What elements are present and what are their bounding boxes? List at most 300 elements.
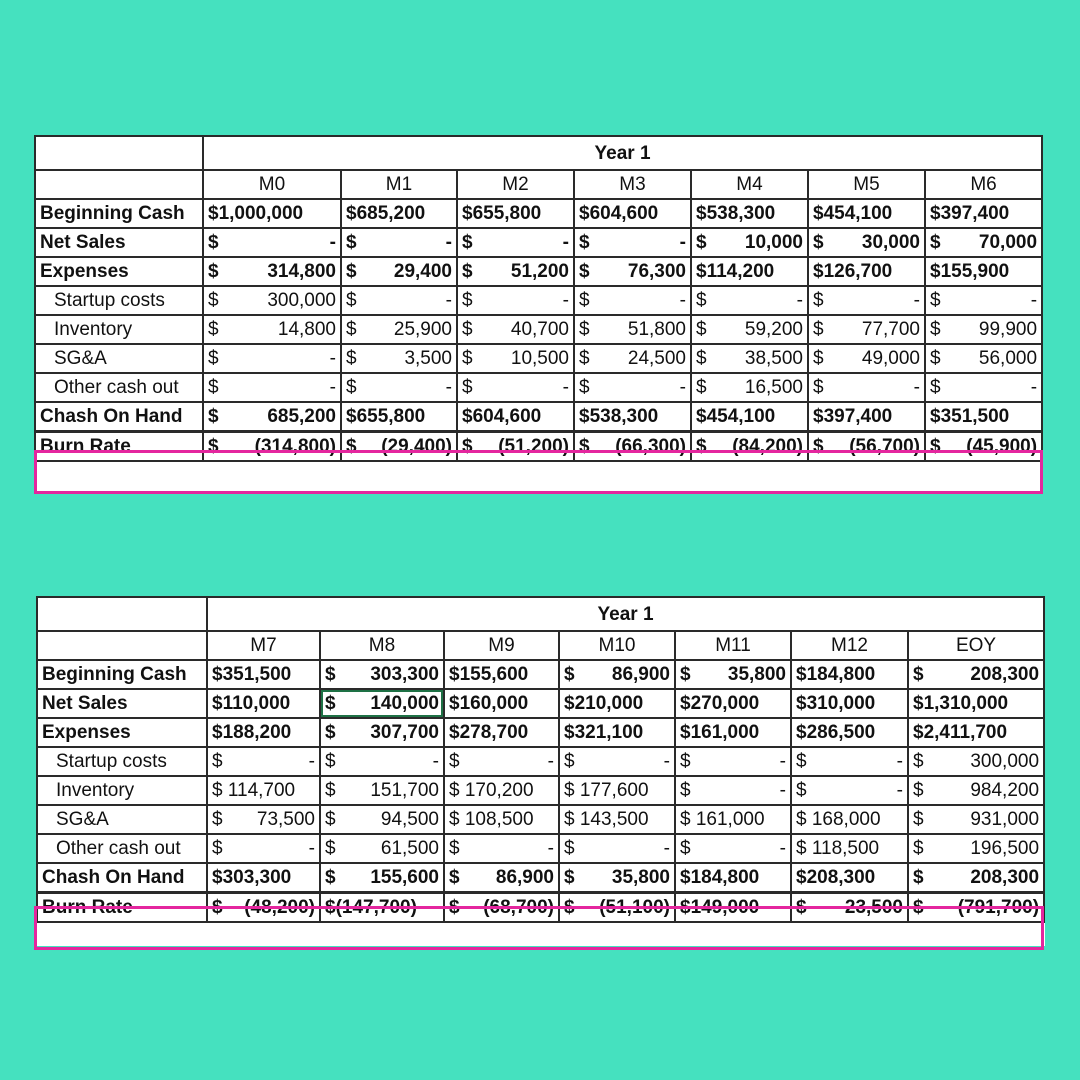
value-cell[interactable]: [559, 660, 675, 689]
corner-cell[interactable]: [37, 597, 207, 631]
value-cell[interactable]: [791, 689, 908, 718]
value-cell[interactable]: [925, 373, 1042, 402]
cell-left-text: $: [913, 867, 924, 888]
cell-amount: 40,700: [510, 319, 569, 340]
selected-value-cell[interactable]: [320, 689, 444, 718]
cell-amount: -: [1030, 290, 1038, 311]
value-cell[interactable]: [457, 257, 574, 286]
row-label[interactable]: SG&A: [35, 344, 203, 373]
cell-left-text: $: [579, 348, 590, 369]
cell-amount: -: [896, 780, 903, 801]
cell-left-text: $: [680, 664, 691, 685]
value-cell[interactable]: [908, 863, 1044, 893]
month-header-m11[interactable]: M11: [675, 631, 791, 660]
cell-left-text: $538,300: [696, 203, 776, 224]
value-cell[interactable]: [908, 776, 1044, 805]
row-inventory: [35, 315, 1042, 344]
value-cell[interactable]: [574, 344, 691, 373]
value-cell[interactable]: [574, 315, 691, 344]
month-header-m0[interactable]: M0: [203, 170, 341, 199]
cell-left-text: $: [462, 319, 473, 340]
value-cell[interactable]: [925, 199, 1042, 228]
value-cell[interactable]: [908, 660, 1044, 689]
value-cell[interactable]: [925, 402, 1042, 432]
cell-left-text: $: [346, 319, 357, 340]
cell-amount: -: [308, 751, 315, 772]
value-cell[interactable]: [320, 660, 444, 689]
value-cell[interactable]: [908, 718, 1044, 747]
value-cell[interactable]: [808, 344, 925, 373]
cell-left-text: $ 168,000: [796, 809, 881, 830]
cell-amount: -: [913, 377, 920, 398]
value-cell[interactable]: [207, 689, 320, 718]
cell-left-text: $(147,700): [325, 897, 417, 918]
value-cell[interactable]: [320, 776, 444, 805]
row-label[interactable]: Other cash out: [37, 834, 207, 863]
row-label[interactable]: Inventory: [37, 776, 207, 805]
value-cell[interactable]: [908, 893, 1044, 923]
cell-amount: -: [679, 232, 686, 253]
month-header-m5[interactable]: M5: [808, 170, 925, 199]
cell-left-text: $278,700: [449, 722, 529, 743]
value-cell[interactable]: [320, 834, 444, 863]
cell-left-text: $ 118,500: [796, 838, 880, 859]
year-header[interactable]: Year 1: [207, 597, 1044, 631]
cell-amount: 49,000: [861, 348, 920, 369]
cell-left-text: $210,000: [564, 693, 644, 714]
cell-left-text: $: [913, 838, 924, 859]
value-cell[interactable]: [791, 660, 908, 689]
cell-left-text: $: [208, 319, 219, 340]
cell-amount: 303,300: [370, 664, 439, 685]
cell-amount: (791,700): [957, 897, 1040, 918]
value-cell[interactable]: [457, 228, 574, 257]
value-cell[interactable]: [320, 718, 444, 747]
value-cell[interactable]: [791, 776, 908, 805]
cell-amount: 70,000: [978, 232, 1038, 253]
cell-amount: -: [913, 290, 920, 311]
cell-amount: 51,800: [627, 319, 686, 340]
cell-left-text: $: [913, 780, 924, 801]
value-cell[interactable]: [203, 228, 341, 257]
cell-left-text: $126,700: [813, 261, 893, 282]
cell-left-text: $188,200: [212, 722, 292, 743]
row-net-sales: [35, 228, 1042, 257]
cell-amount: 25,900: [393, 319, 452, 340]
month-header-m6[interactable]: M6: [925, 170, 1042, 199]
cell-left-text: $: [696, 377, 707, 398]
cell-amount: -: [779, 751, 786, 772]
month-header-m8[interactable]: M8: [320, 631, 444, 660]
cell-left-text: $: [680, 838, 691, 859]
value-cell[interactable]: [675, 834, 791, 863]
cell-amount: 76,300: [627, 261, 686, 282]
value-cell[interactable]: [691, 228, 808, 257]
cell-left-text: $ 143,500: [564, 809, 649, 830]
value-cell[interactable]: [320, 863, 444, 893]
value-cell[interactable]: [341, 432, 457, 462]
cell-left-text: $: [462, 290, 473, 311]
value-cell[interactable]: [808, 286, 925, 315]
value-cell[interactable]: [341, 344, 457, 373]
cell-left-text: $: [212, 751, 223, 772]
row-chash-on-hand: [35, 402, 1042, 432]
value-cell[interactable]: [203, 432, 341, 462]
cell-left-text: $ 161,000: [680, 809, 765, 830]
cell-left-text: $: [325, 867, 336, 888]
value-cell[interactable]: [791, 834, 908, 863]
cell-amount: 86,900: [611, 664, 670, 685]
value-cell[interactable]: [203, 286, 341, 315]
value-cell[interactable]: [207, 834, 320, 863]
month-header-m3[interactable]: M3: [574, 170, 691, 199]
value-cell[interactable]: [808, 402, 925, 432]
row-chash-on-hand: [37, 863, 1044, 893]
value-cell[interactable]: [444, 893, 559, 923]
value-cell[interactable]: [574, 286, 691, 315]
value-cell[interactable]: [559, 893, 675, 923]
row-label[interactable]: Inventory: [35, 315, 203, 344]
value-cell[interactable]: [207, 863, 320, 893]
row-label[interactable]: Other cash out: [35, 373, 203, 402]
cell-amount: -: [562, 377, 569, 398]
value-cell[interactable]: [908, 805, 1044, 834]
value-cell[interactable]: [341, 373, 457, 402]
cell-amount: 140,000: [370, 693, 439, 714]
cell-left-text: $ 170,200: [449, 780, 534, 801]
cell-left-text: $397,400: [930, 203, 1010, 224]
value-cell[interactable]: [444, 747, 559, 776]
value-cell[interactable]: [320, 747, 444, 776]
row-label[interactable]: Startup costs: [37, 747, 207, 776]
value-cell[interactable]: [675, 660, 791, 689]
value-cell[interactable]: [925, 315, 1042, 344]
row-startup-costs: [35, 286, 1042, 315]
cell-left-text: $: [462, 436, 473, 457]
cell-left-text: $: [208, 348, 219, 369]
value-cell[interactable]: [457, 432, 574, 462]
row-label[interactable]: Chash On Hand: [35, 402, 203, 432]
value-cell[interactable]: [691, 199, 808, 228]
cell-amount: -: [445, 377, 452, 398]
cell-amount: 23,500: [844, 897, 903, 918]
value-cell[interactable]: [574, 432, 691, 462]
cell-amount: 51,200: [510, 261, 569, 282]
cell-left-text: $397,400: [813, 406, 893, 427]
value-cell[interactable]: [207, 776, 320, 805]
cell-left-text: $: [212, 809, 223, 830]
value-cell[interactable]: [207, 718, 320, 747]
value-cell[interactable]: [808, 432, 925, 462]
value-cell[interactable]: [691, 315, 808, 344]
cell-left-text: $: [325, 693, 336, 714]
spreadsheet-grid: [34, 135, 1043, 462]
cell-amount: 10,500: [510, 348, 569, 369]
month-header-m9[interactable]: M9: [444, 631, 559, 660]
value-cell[interactable]: [574, 257, 691, 286]
cell-left-text: $: [913, 897, 924, 918]
value-cell[interactable]: [559, 834, 675, 863]
value-cell[interactable]: [444, 834, 559, 863]
value-cell[interactable]: [574, 199, 691, 228]
value-cell[interactable]: [457, 286, 574, 315]
month-header-m12[interactable]: M12: [791, 631, 908, 660]
value-cell[interactable]: [691, 257, 808, 286]
cell-left-text: $: [325, 722, 336, 743]
value-cell[interactable]: [791, 893, 908, 923]
cell-amount: -: [562, 232, 569, 253]
cell-left-text: $: [208, 232, 219, 253]
value-cell[interactable]: [207, 660, 320, 689]
blank-cell[interactable]: [37, 631, 207, 660]
cell-amount: 38,500: [744, 348, 803, 369]
value-cell[interactable]: [559, 776, 675, 805]
cell-amount: 155,600: [370, 867, 439, 888]
cell-left-text: $: [449, 867, 460, 888]
cell-left-text: $: [346, 436, 357, 457]
cell-left-text: $: [449, 897, 460, 918]
value-cell[interactable]: [207, 893, 320, 923]
month-header-eoy[interactable]: EOY: [908, 631, 1044, 660]
value-cell[interactable]: [675, 893, 791, 923]
value-cell[interactable]: [341, 286, 457, 315]
cell-left-text: $655,800: [462, 203, 542, 224]
value-cell[interactable]: [791, 805, 908, 834]
row-label[interactable]: Beginning Cash: [35, 199, 203, 228]
cell-amount: 99,900: [978, 319, 1038, 340]
value-cell[interactable]: [341, 315, 457, 344]
cell-amount: (29,400): [381, 436, 452, 457]
value-cell[interactable]: [925, 432, 1042, 462]
cell-amount: 300,000: [970, 751, 1040, 772]
value-cell[interactable]: [675, 863, 791, 893]
value-cell[interactable]: [444, 718, 559, 747]
value-cell[interactable]: [320, 893, 444, 923]
value-cell[interactable]: [675, 718, 791, 747]
value-cell[interactable]: [444, 805, 559, 834]
row-sg-a: [37, 805, 1044, 834]
cell-left-text: $: [680, 751, 691, 772]
cell-left-text: $655,800: [346, 406, 426, 427]
row-label[interactable]: Net Sales: [37, 689, 207, 718]
row-label[interactable]: Net Sales: [35, 228, 203, 257]
value-cell[interactable]: [808, 373, 925, 402]
cell-amount: 196,500: [970, 838, 1040, 859]
cell-left-text: $: [346, 348, 357, 369]
value-cell[interactable]: [574, 402, 691, 432]
cell-left-text: $: [913, 751, 924, 772]
cell-left-text: $: [449, 838, 460, 859]
cell-left-text: $454,100: [696, 406, 776, 427]
cell-left-text: $: [208, 406, 219, 427]
cell-amount: 208,300: [970, 867, 1040, 888]
cell-left-text: $: [579, 319, 590, 340]
value-cell[interactable]: [675, 747, 791, 776]
blank-cell[interactable]: [35, 170, 203, 199]
value-cell[interactable]: [203, 199, 341, 228]
value-cell[interactable]: [908, 834, 1044, 863]
value-cell[interactable]: [207, 747, 320, 776]
value-cell[interactable]: [203, 257, 341, 286]
row-sg-a: [35, 344, 1042, 373]
value-cell[interactable]: [203, 402, 341, 432]
cell-amount: -: [796, 290, 803, 311]
cell-left-text: $161,000: [680, 722, 760, 743]
value-cell[interactable]: [559, 805, 675, 834]
value-cell[interactable]: [457, 402, 574, 432]
row-label[interactable]: Chash On Hand: [37, 863, 207, 893]
cell-amount: -: [562, 290, 569, 311]
row-startup-costs: [37, 747, 1044, 776]
cell-left-text: $: [930, 436, 941, 457]
cell-left-text: $: [346, 377, 357, 398]
value-cell[interactable]: [341, 257, 457, 286]
value-cell[interactable]: [925, 344, 1042, 373]
cell-amount: (68,700): [483, 897, 554, 918]
cell-left-text: $: [930, 377, 941, 398]
row-label[interactable]: SG&A: [37, 805, 207, 834]
cell-amount: 94,500: [380, 809, 439, 830]
value-cell[interactable]: [808, 315, 925, 344]
cell-amount: -: [1030, 377, 1038, 398]
cell-amount: 56,000: [978, 348, 1038, 369]
cell-amount: 151,700: [370, 780, 439, 801]
value-cell[interactable]: [691, 373, 808, 402]
value-cell[interactable]: [791, 718, 908, 747]
value-cell[interactable]: [444, 776, 559, 805]
cell-left-text: $303,300: [212, 867, 292, 888]
value-cell[interactable]: [444, 863, 559, 893]
cell-left-text: $: [346, 232, 357, 253]
row-other-cash-out: [37, 834, 1044, 863]
value-cell[interactable]: [791, 747, 908, 776]
value-cell[interactable]: [457, 373, 574, 402]
value-cell[interactable]: [457, 344, 574, 373]
value-cell[interactable]: [341, 199, 457, 228]
cell-amount: 300,000: [267, 290, 336, 311]
cell-amount: 14,800: [277, 319, 336, 340]
value-cell[interactable]: [808, 199, 925, 228]
value-cell[interactable]: [791, 863, 908, 893]
cell-left-text: $: [813, 377, 824, 398]
value-cell[interactable]: [457, 199, 574, 228]
row-beginning-cash: [35, 199, 1042, 228]
row-label[interactable]: Expenses: [37, 718, 207, 747]
month-header-m7[interactable]: M7: [207, 631, 320, 660]
cell-left-text: $604,600: [462, 406, 542, 427]
row-label[interactable]: Burn Rate: [35, 432, 203, 462]
value-cell[interactable]: [457, 315, 574, 344]
value-cell[interactable]: [925, 228, 1042, 257]
value-cell[interactable]: [675, 776, 791, 805]
cell-left-text: $: [813, 436, 824, 457]
cell-left-text: $: [212, 897, 223, 918]
row-label[interactable]: Expenses: [35, 257, 203, 286]
cell-left-text: $: [564, 664, 575, 685]
value-cell[interactable]: [203, 344, 341, 373]
cell-left-text: $: [212, 838, 223, 859]
value-cell[interactable]: [444, 689, 559, 718]
value-cell[interactable]: [320, 805, 444, 834]
value-cell[interactable]: [574, 228, 691, 257]
value-cell[interactable]: [207, 805, 320, 834]
cell-left-text: $: [930, 348, 941, 369]
value-cell[interactable]: [559, 689, 675, 718]
value-cell[interactable]: [559, 747, 675, 776]
cell-amount: 931,000: [970, 809, 1040, 830]
cell-amount: -: [663, 751, 670, 772]
cell-amount: -: [663, 838, 670, 859]
value-cell[interactable]: [808, 257, 925, 286]
value-cell[interactable]: [925, 257, 1042, 286]
cell-left-text: $149,000: [680, 897, 760, 918]
cell-left-text: $110,000: [212, 693, 291, 714]
row-burn-rate: [37, 893, 1044, 923]
row-label[interactable]: Beginning Cash: [37, 660, 207, 689]
value-cell[interactable]: [908, 747, 1044, 776]
value-cell[interactable]: [691, 402, 808, 432]
value-cell[interactable]: [808, 228, 925, 257]
month-header-m2[interactable]: M2: [457, 170, 574, 199]
value-cell[interactable]: [574, 373, 691, 402]
cell-left-text: $: [680, 780, 691, 801]
month-header-m10[interactable]: M10: [559, 631, 675, 660]
value-cell[interactable]: [675, 689, 791, 718]
value-cell[interactable]: [675, 805, 791, 834]
row-net-sales: [37, 689, 1044, 718]
row-label[interactable]: Startup costs: [35, 286, 203, 315]
cell-left-text: $351,500: [930, 406, 1010, 427]
value-cell[interactable]: [341, 402, 457, 432]
cell-amount: (84,200): [732, 436, 803, 457]
cell-amount: -: [432, 751, 439, 772]
cell-amount: -: [779, 780, 786, 801]
cell-left-text: $: [564, 751, 575, 772]
value-cell[interactable]: [691, 432, 808, 462]
cell-left-text: $: [796, 751, 807, 772]
cell-left-text: $: [579, 377, 590, 398]
cell-amount: 314,800: [267, 261, 336, 282]
year-header[interactable]: Year 1: [203, 136, 1042, 170]
cell-left-text: $321,100: [564, 722, 644, 743]
cell-amount: (51,100): [599, 897, 670, 918]
cell-amount: -: [547, 838, 554, 859]
value-cell[interactable]: [908, 689, 1044, 718]
value-cell[interactable]: [559, 863, 675, 893]
value-cell[interactable]: [203, 315, 341, 344]
cell-amount: -: [329, 232, 336, 253]
corner-cell[interactable]: [35, 136, 203, 170]
month-header-m4[interactable]: M4: [691, 170, 808, 199]
value-cell[interactable]: [925, 286, 1042, 315]
cell-left-text: $: [325, 838, 336, 859]
cell-amount: -: [445, 290, 452, 311]
value-cell[interactable]: [691, 344, 808, 373]
cell-left-text: $: [813, 319, 824, 340]
row-label[interactable]: Burn Rate: [37, 893, 207, 923]
cell-left-text: $351,500: [212, 664, 292, 685]
value-cell[interactable]: [203, 373, 341, 402]
value-cell[interactable]: [341, 228, 457, 257]
value-cell[interactable]: [559, 718, 675, 747]
cell-left-text: $: [462, 377, 473, 398]
cell-amount: 10,000: [744, 232, 803, 253]
value-cell[interactable]: [444, 660, 559, 689]
cell-left-text: $: [796, 897, 807, 918]
cell-left-text: $: [208, 261, 219, 282]
month-header-m1[interactable]: M1: [341, 170, 457, 199]
value-cell[interactable]: [691, 286, 808, 315]
